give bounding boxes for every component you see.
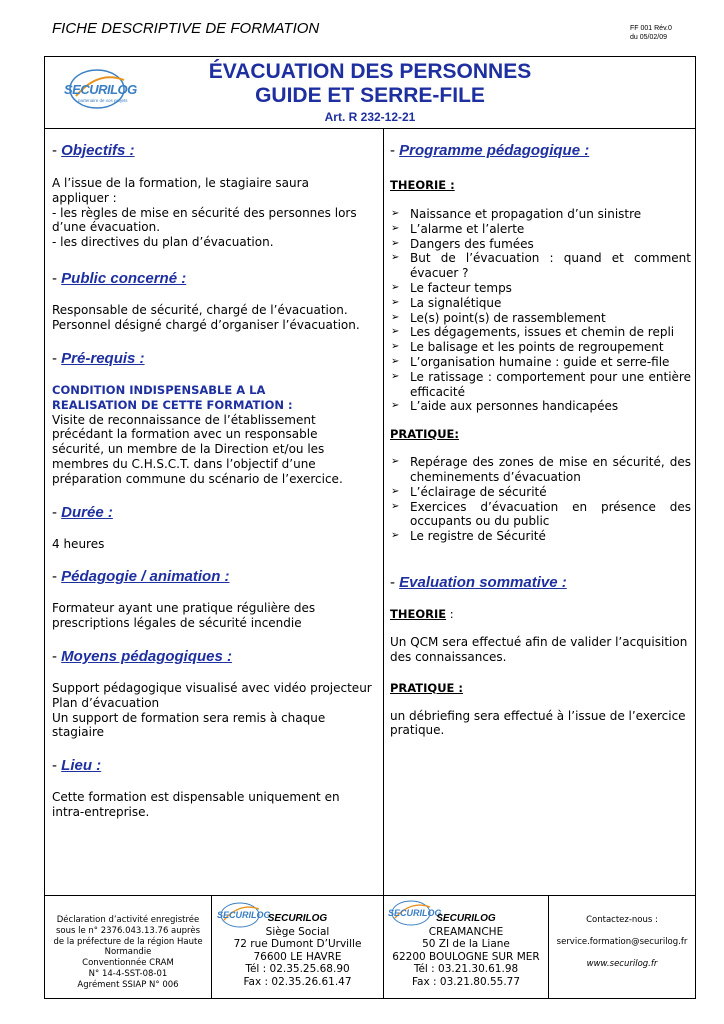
pedagogie-text	[52, 601, 374, 631]
text-line: stagiaire	[52, 725, 105, 740]
text-line: Formateur ayant une pratique régulière des	[52, 601, 316, 616]
document-type-heading: FICHE DESCRIPTIVE DE FORMATION	[52, 20, 320, 37]
right-column	[390, 142, 691, 738]
reference-code: FF 001 Rév.0	[630, 25, 672, 32]
programme-theorie-label: THEORIE :	[390, 178, 455, 192]
text-line: appliquer :	[52, 190, 117, 205]
duree-text	[52, 537, 374, 552]
prerequis-condition	[52, 383, 374, 413]
prerequis-text	[52, 413, 374, 487]
text-line: 50 ZI de la Liane	[422, 938, 510, 951]
footer-office-lehavre	[212, 913, 383, 989]
moyens-text	[52, 681, 374, 740]
column-divider	[383, 128, 384, 896]
text-line: d’une évacuation.	[52, 220, 161, 235]
evaluation-pratique-text	[390, 709, 691, 739]
pratique-list	[390, 455, 691, 544]
text-line: Normandie	[104, 947, 152, 958]
text-line: Agrément SSIAP N° 006	[77, 979, 179, 990]
condition-line: CONDITION INDISPENSABLE A LA	[52, 382, 266, 397]
text-line: Support pédagogique visualisé avec vidéo projecteur	[52, 680, 372, 695]
footer-office-boulogne	[384, 913, 548, 989]
public-text	[52, 303, 374, 333]
logo-brand: SECURILOG	[64, 82, 137, 97]
text-line: 76600 LE HAVRE	[253, 950, 342, 963]
contact-label: Contactez-nous :	[586, 915, 658, 925]
text-line: Plan d’évacuation	[52, 695, 160, 710]
text-line: intra-entreprise.	[52, 804, 150, 819]
section-title-moyens: - Moyens pédagogiques :	[52, 647, 233, 665]
contact-website-link[interactable]: www.securilog.fr	[586, 959, 658, 969]
list-item: ➢ Naissance et propagation d’un sinistre	[390, 207, 691, 222]
text-line: Déclaration d’activité enregistrée	[56, 915, 200, 925]
logo-brand: SECURILOG	[388, 908, 442, 918]
text-line: A l’issue de la formation, le stagiaire saura	[52, 176, 309, 190]
contact-email-link[interactable]: service.formation@securilog.fr	[556, 937, 688, 947]
list-item: ➢ L’alarme et l’alerte	[390, 222, 691, 237]
section-title-duree: - Durée :	[52, 503, 113, 521]
text-line: Tél : 03.21.30.61.98	[413, 963, 519, 976]
section-title-public: - Public concerné :	[52, 269, 187, 287]
evaluation-theorie-text	[390, 635, 691, 665]
text-line: - les directives du plan d’évacuation.	[52, 235, 274, 250]
text-line: Responsable de sécurité, chargé de l’évacuation.	[52, 302, 348, 317]
text-line: prescriptions légales de sécurité incendie	[52, 616, 302, 631]
text-line: des connaissances.	[390, 649, 507, 664]
text-line: sécurité, un membre de la Direction et/ou les	[52, 442, 325, 457]
text-line: un débriefing sera effectué à l’issue de l’exercice	[390, 708, 686, 723]
main-subtitle: GUIDE ET SERRE-FILE	[255, 84, 485, 107]
text-line: précédant la formation avec un responsable	[52, 427, 318, 442]
theorie-list	[390, 207, 691, 414]
list-item: ➢ Le registre de Sécurité	[390, 529, 691, 544]
list-item: ➢ Les dégagements, issues et chemin de repli	[390, 325, 691, 340]
list-item: ➢ Le facteur temps	[390, 281, 691, 296]
text-line: 4 heures	[52, 536, 105, 551]
list-item: ➢ L’organisation humaine : guide et serre-file	[390, 355, 691, 370]
text-line: pratique.	[390, 723, 445, 738]
lieu-text	[52, 790, 374, 820]
text-line: Visite de reconnaissance de l’établissement	[52, 412, 316, 427]
text-line: 62200 BOULOGNE SUR MER	[392, 950, 540, 963]
section-title-lieu: - Lieu :	[52, 757, 102, 775]
article-reference: Art. R 232-12-21	[324, 110, 416, 124]
footer-declaration	[46, 915, 210, 991]
main-title: ÉVACUATION DES PERSONNES	[208, 60, 532, 83]
section-title-evaluation: - Evaluation sommative :	[390, 573, 567, 591]
office-name: SECURILOG	[436, 913, 496, 924]
logo-brand: SECURILOG	[217, 910, 271, 920]
list-item: ➢ Dangers des fumées	[390, 237, 691, 252]
text-line: Fax : 03.21.80.55.77	[411, 975, 521, 988]
text-line: Un QCM sera effectué afin de valider l’acquisition	[390, 634, 688, 649]
text-line: Fax : 02.35.26.61.47	[243, 975, 352, 988]
list-item: ➢ But de l’évacuation : quand et comment évacuer ?	[390, 251, 691, 281]
document-reference	[630, 24, 672, 42]
text-line: Un support de formation sera remis à chaque	[52, 710, 326, 725]
list-item: ➢ Exercices d’évacuation en présence des occupants ou du public	[390, 500, 691, 530]
section-title-pedagogie: - Pédagogie / animation :	[52, 568, 230, 586]
text-line: sous le n° 2376.043.13.76 auprès	[55, 925, 201, 936]
list-item: ➢ Le balisage et les points de regroupement	[390, 340, 691, 355]
footer-contact	[549, 914, 695, 970]
text-line: N° 14-4-SST-08-01	[88, 968, 168, 979]
logo-tagline: partenaire de vos projets	[78, 98, 128, 103]
text-line: Siège Social	[265, 925, 330, 938]
list-item: ➢ Le ratissage : comportement pour une entière efficacité	[390, 370, 691, 400]
evaluation-pratique-label: PRATIQUE :	[390, 680, 463, 695]
section-title-objectifs: - Objectifs :	[52, 142, 135, 159]
text-line: Tél : 02.35.25.68.90	[245, 963, 350, 976]
evaluation-theorie-label: THEORIE :	[390, 606, 454, 621]
left-column	[52, 142, 374, 820]
condition-line: REALISATION DE CETTE FORMATION :	[52, 397, 293, 412]
section-title-programme: - Programme pédagogique :	[390, 142, 590, 159]
text-line: préparation commune du scénario de l’exercice.	[52, 471, 343, 486]
reference-date: du 05/02/09	[630, 34, 667, 41]
list-item: ➢ Repérage des zones de mise en sécurité, des cheminements d’évacuation	[390, 455, 691, 485]
text-line: de la préfecture de la région Haute	[53, 936, 203, 947]
text-line: CREAMANCHE	[428, 925, 504, 938]
programme-pratique-label: PRATIQUE:	[390, 427, 459, 442]
section-title-prerequis: - Pré-requis :	[52, 349, 145, 367]
text-line: membres du C.H.S.C.T. dans l’objectif d’une	[52, 456, 316, 471]
text-line: 72 rue Dumont D’Urville	[233, 938, 362, 951]
list-item: ➢ L’éclairage de sécurité	[390, 485, 691, 500]
office-name: SECURILOG	[267, 913, 328, 924]
list-item: ➢ L’aide aux personnes handicapées	[390, 399, 691, 414]
list-item: ➢ La signalétique	[390, 296, 691, 311]
text-line: Conventionnée CRAM	[82, 958, 174, 969]
text-line: Personnel désigné chargé d’organiser l’évacuation.	[52, 317, 360, 332]
list-item: ➢ Le(s) point(s) de rassemblement	[390, 311, 691, 326]
text-line: Cette formation est dispensable uniquement en	[52, 790, 340, 805]
objectifs-text	[52, 176, 374, 250]
text-line: - les règles de mise en sécurité des personnes lors	[52, 205, 357, 220]
